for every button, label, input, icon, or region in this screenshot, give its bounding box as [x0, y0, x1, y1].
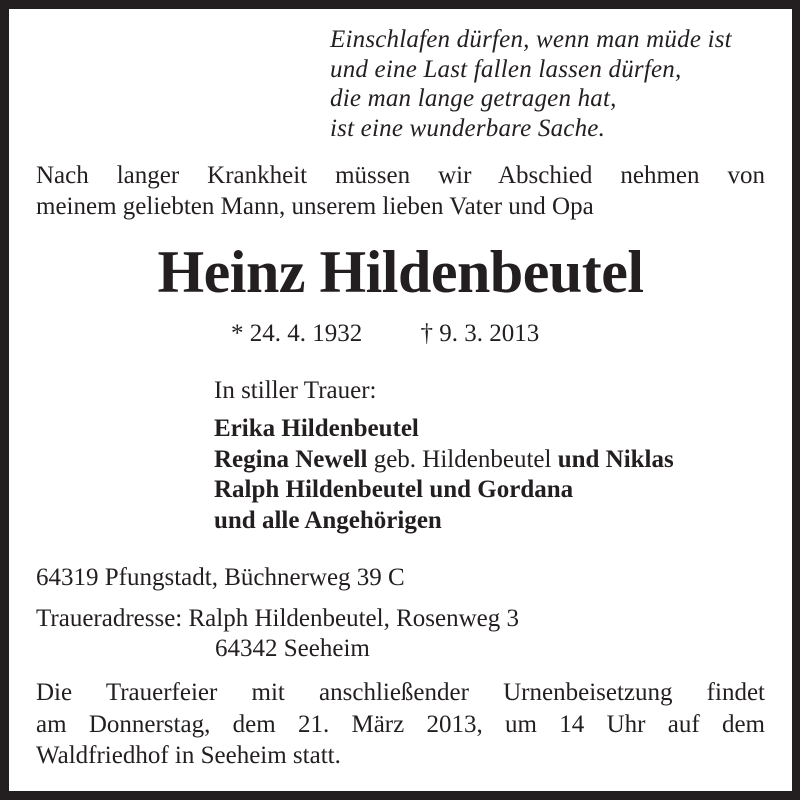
poem	[330, 25, 732, 143]
mourners-list	[214, 414, 674, 536]
deceased-name: Heinz Hildenbeutel	[157, 239, 644, 305]
service-line: Waldfriedhof in Seeheim statt.	[36, 742, 341, 769]
mourner-name: Ralph Hildenbeutel und Gordana	[214, 476, 574, 503]
mourner	[214, 475, 674, 506]
service-line: Die Trauerfeier mit anschließender Urnenbeisetzung findet	[36, 679, 765, 706]
poem-line: die man lange getragen hat,	[330, 85, 617, 112]
mourner	[214, 414, 674, 445]
mourner	[214, 445, 674, 476]
maiden-name: geb. Hildenbeutel	[367, 445, 558, 473]
intro-line: meinem geliebten Mann, unserem lieben Vater und Opa	[36, 193, 594, 220]
home-address: 64319 Pfungstadt, Büchnerweg 39 C	[36, 564, 405, 591]
service-info	[36, 677, 765, 772]
intro-text	[36, 160, 765, 222]
death-date: † 9. 3. 2013	[420, 320, 540, 347]
mourner-name: und alle Angehörigen	[214, 506, 442, 534]
obituary-notice	[9, 9, 792, 791]
poem-line: Einschlafen dürfen, wenn man müde ist	[330, 26, 732, 53]
service-line: am Donnerstag, dem 21. März 2013, um 14 Uhr auf dem	[36, 710, 765, 738]
mourning-address: Traueradresse: Ralph Hildenbeutel, Rosenweg 3	[36, 605, 519, 632]
mourning-heading: In stiller Trauer:	[214, 377, 377, 404]
mourning-address-city: 64342 Seeheim	[215, 635, 370, 662]
intro-line: Nach langer Krankheit müssen wir Abschied nehmen von	[36, 162, 765, 189]
life-dates	[231, 319, 539, 349]
mourner-name: Regina Newell	[214, 445, 368, 473]
mourner-partner: und Niklas	[557, 445, 674, 473]
birth-date: * 24. 4. 1932	[231, 320, 363, 347]
poem-line: und eine Last fallen lassen dürfen,	[330, 55, 682, 83]
poem-line: ist eine wunderbare Sache.	[330, 114, 606, 142]
mourner-name: Erika Hildenbeutel	[214, 415, 419, 442]
mourner	[214, 506, 674, 537]
